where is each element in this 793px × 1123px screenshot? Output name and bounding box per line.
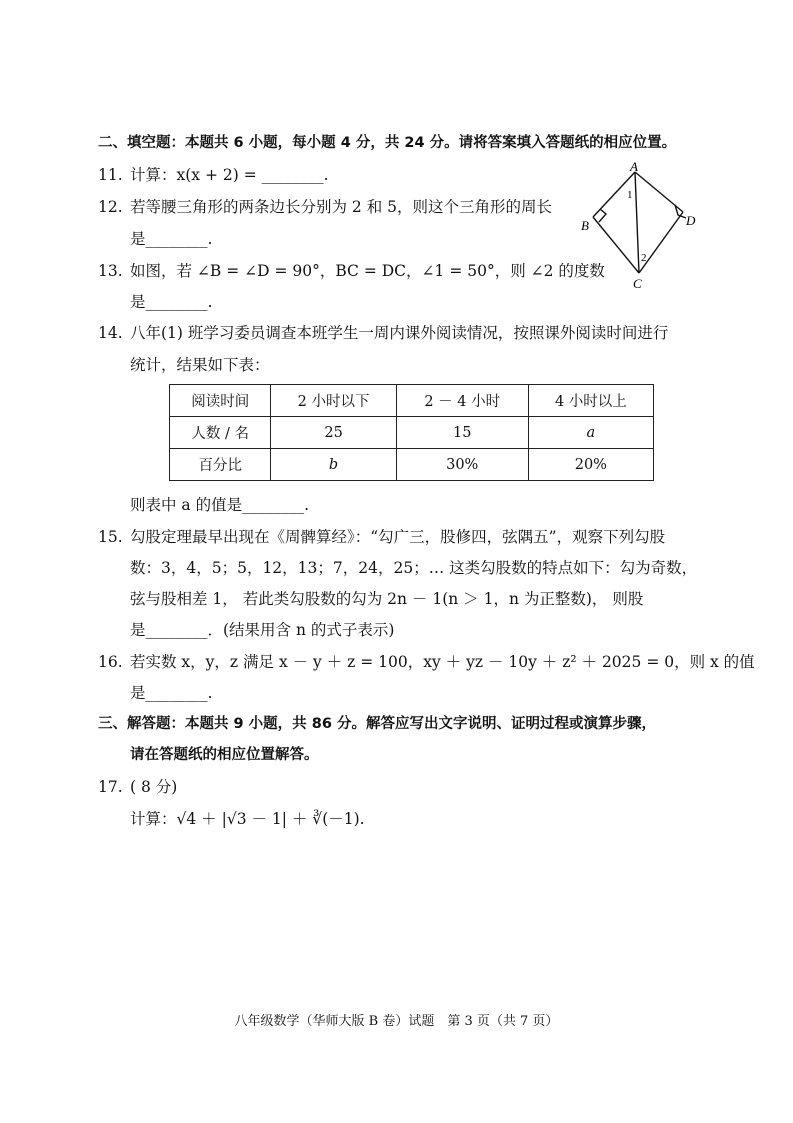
edge-bc	[593, 217, 639, 273]
label-a: A	[630, 160, 638, 174]
table-cell: b	[271, 449, 396, 481]
page-footer: 八年级数学（华师大版 B 卷）试题 第 3 页（共 7 页）	[234, 1014, 559, 1029]
q17-number: 17.	[98, 778, 123, 796]
q11-number: 11.	[98, 166, 123, 184]
q15-line3: 弦与股相差 1， 若此类勾股数的勾为 2n － 1(n ＞ 1，n 为正整数)， 则股	[130, 590, 644, 608]
q15-line4: 是________．(结果用含 n 的式子表示)	[130, 621, 395, 639]
q14-line2: 统计，结果如下表：	[130, 356, 270, 374]
q12-number: 12.	[98, 198, 123, 216]
q14-line1: 八年(1) 班学习委员调查本班学生一周内课外阅读情况，按照课外阅读时间进行	[130, 324, 669, 342]
table-cell: 25	[271, 417, 396, 449]
table-cell: 阅读时间	[170, 385, 271, 417]
q14-after: 则表中 a 的值是________.	[130, 496, 310, 514]
table-cell: 人数 / 名	[170, 417, 271, 449]
table-row	[170, 417, 654, 449]
label-angle-1: 1	[627, 189, 633, 201]
table-cell: 20%	[528, 449, 653, 481]
q12-line1: 若等腰三角形的两条边长分别为 2 和 5，则这个三角形的周长	[130, 198, 553, 216]
q16-line2: 是________.	[130, 684, 213, 702]
section2-header: 二、填空题：本题共 6 小题，每小题 4 分，共 24 分。请将答案填入答题纸的相应位置。	[98, 135, 677, 151]
label-c: C	[633, 276, 642, 291]
table-cell: 4 小时以上	[528, 385, 653, 417]
right-angle-b-mark	[599, 209, 606, 222]
q17-expression: 计算：√4 ＋ |√3 － 1| ＋ ∛(－1).	[130, 810, 365, 828]
table-row	[170, 449, 654, 481]
q13-number: 13.	[98, 262, 123, 280]
label-angle-2: 2	[641, 252, 647, 264]
table-cell: 2 小时以下	[271, 385, 396, 417]
label-d: D	[686, 213, 696, 228]
section3-header-line2: 请在答题纸的相应位置解答。	[130, 747, 319, 763]
q16-number: 16.	[98, 653, 123, 671]
table-cell: 15	[396, 417, 528, 449]
q15-line1: 勾股定理最早出现在《周髀算经》：“勾广三，股修四，弦隅五”，观察下列勾股	[130, 528, 666, 546]
quadrilateral-figure	[575, 160, 705, 295]
reading-table	[169, 384, 654, 481]
q11-text: 计算：x(x + 2) = ________.	[130, 166, 329, 184]
q15-number: 15.	[98, 528, 123, 546]
q14-number: 14.	[98, 324, 123, 342]
table-cell: 2 － 4 小时	[396, 385, 528, 417]
table-cell: a	[528, 417, 653, 449]
table-row	[170, 385, 654, 417]
table-cell: 百分比	[170, 449, 271, 481]
q17-score: ( 8 分)	[130, 778, 178, 796]
q16-line1: 若实数 x，y，z 满足 x － y ＋ z = 100，xy ＋ yz － 10y ＋ z² ＋ 2025 = 0，则 x 的值	[130, 653, 755, 671]
table-cell: 30%	[396, 449, 528, 481]
section3-header-line1: 三、解答题：本题共 9 小题，共 86 分。解答应写出文字说明、证明过程或演算步骤，	[98, 716, 656, 732]
q13-line2: 是________.	[130, 293, 213, 311]
q12-line2: 是________.	[130, 230, 213, 248]
label-b: B	[581, 218, 589, 233]
diagonal-ac	[635, 172, 639, 273]
q15-line2: 数：3，4，5；5，12，13；7，24，25；… 这类勾股数的特点如下：勾为奇数，	[130, 559, 698, 577]
q13-line1: 如图，若 ∠B = ∠D = 90°，BC = DC，∠1 = 50°，则 ∠2 的度数	[130, 262, 605, 280]
